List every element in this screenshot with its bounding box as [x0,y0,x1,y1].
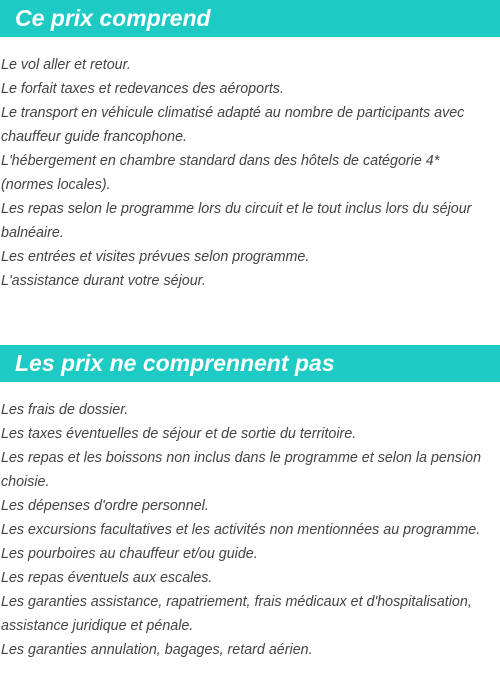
price-includes-list [0,53,500,293]
list-item: Les garanties assistance, rapatriement, frais médicaux et d'hospitalisation, assistance juridique et pénale. [1,594,472,634]
price-excludes-section [0,345,500,662]
list-item: Les dépenses d'ordre personnel. [1,498,209,514]
list-item: Les entrées et visites prévues selon programme. [1,249,310,265]
list-item: Les repas selon le programme lors du circuit et le tout inclus lors du séjour balnéaire. [1,201,472,241]
list-item: L'assistance durant votre séjour. [1,273,206,289]
price-excludes-heading: Les prix ne comprennent pas [0,345,500,382]
list-item: Les frais de dossier. [1,402,129,418]
list-item: Les repas et les boissons non inclus dans le programme et selon la pension choisie. [1,450,482,490]
price-includes-heading: Ce prix comprend [0,0,500,37]
list-item: Le vol aller et retour. [1,57,131,73]
price-includes-section [0,0,500,293]
list-item: Le forfait taxes et redevances des aéroports. [1,81,284,97]
list-item: Les pourboires au chauffeur et/ou guide. [1,546,258,562]
list-item: Les garanties annulation, bagages, retard aérien. [1,642,313,658]
price-excludes-list [0,398,500,662]
list-item: Les excursions facultatives et les activités non mentionnées au programme. [1,522,481,538]
list-item: Les repas éventuels aux escales. [1,570,213,586]
list-item: Le transport en véhicule climatisé adapté au nombre de participants avec chauffeur guide francophone. [1,105,465,145]
list-item: L'hébergement en chambre standard dans des hôtels de catégorie 4* (normes locales). [1,153,440,193]
list-item: Les taxes éventuelles de séjour et de sortie du territoire. [1,426,357,442]
